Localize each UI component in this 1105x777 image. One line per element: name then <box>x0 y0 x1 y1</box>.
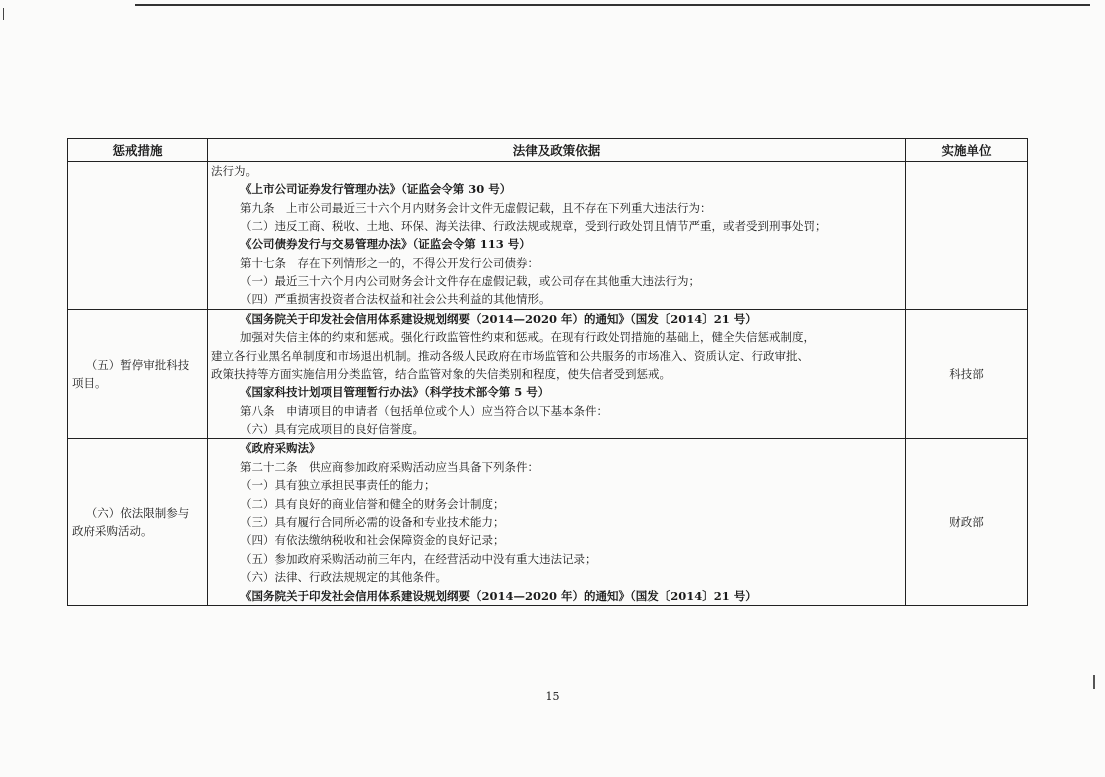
basis-cell <box>208 309 906 439</box>
measure-cell <box>68 162 208 310</box>
page-number: 15 <box>545 690 560 703</box>
basis-line: 《国务院关于印发社会信用体系建设规划纲要（2014—2020 年）的通知》（国发〔2014〕21 号） <box>240 588 757 603</box>
basis-line: （二）具有良好的商业信誉和健全的财务会计制度； <box>240 496 505 511</box>
basis-line: 《政府采购法》 <box>240 441 321 456</box>
basis-line: 加强对失信主体的约束和惩戒。强化行政监管性约束和惩戒。在现有行政处罚措施的基础上，健全失信惩戒制度， <box>240 330 815 345</box>
basis-line: 《国家科技计划项目管理暂行办法》（科学技术部令第 5 号） <box>240 385 550 400</box>
basis-line: （一）最近三十六个月内公司财务会计文件存在虚假记载，或公司存在其他重大违法行为； <box>240 273 700 288</box>
basis-line: 第十七条 存在下列情形之一的，不得公开发行公司债券： <box>240 255 539 270</box>
basis-line: （五）参加政府采购活动前三年内，在经营活动中没有重大违法记录； <box>240 551 597 566</box>
measure-line: （五）暂停审批科技 <box>85 358 190 373</box>
basis-line: （四）严重损害投资者合法权益和社会公共利益的其他情形。 <box>240 292 551 307</box>
header-measure: 惩戒措施 <box>68 139 208 162</box>
basis-line: （六）具有完成项目的良好信誉度。 <box>240 422 424 437</box>
measure-cell <box>68 439 208 606</box>
unit-cell: 财政部 <box>906 439 1028 606</box>
scan-corner-mark <box>3 8 4 20</box>
unit-cell <box>906 162 1028 310</box>
table-row <box>68 309 1028 439</box>
basis-line: 《公司债券发行与交易管理办法》（证监会令第 113 号） <box>240 237 531 252</box>
basis-line: 第九条 上市公司最近三十六个月内财务会计文件无虚假记载，且不存在下列重大违法行为： <box>240 200 712 215</box>
basis-line: 《上市公司证券发行管理办法》（证监会令第 30 号） <box>240 182 512 197</box>
scan-edge-mark <box>1093 675 1095 689</box>
header-basis: 法律及政策依据 <box>208 139 906 162</box>
basis-line: 第八条 申请项目的申请者（包括单位或个人）应当符合以下基本条件： <box>240 403 608 418</box>
table-row <box>68 439 1028 606</box>
measure-line: 政府采购活动。 <box>72 524 153 539</box>
basis-line: （六）法律、行政法规规定的其他条件。 <box>240 570 447 585</box>
basis-line: （四）有依法缴纳税收和社会保障资金的良好记录； <box>240 533 505 548</box>
basis-line: 《国务院关于印发社会信用体系建设规划纲要（2014—2020 年）的通知》（国发〔2014〕21 号） <box>240 311 757 326</box>
basis-line: （一）具有独立承担民事责任的能力； <box>240 478 436 493</box>
basis-line: 建立各行业黑名单制度和市场退出机制。推动各级人民政府在市场监管和公共服务的市场准入、资质认定、行政审批、 <box>211 348 809 363</box>
table-row <box>68 162 1028 310</box>
measure-line: 项目。 <box>72 376 107 391</box>
header-row <box>68 139 1028 162</box>
basis-line: 第二十二条 供应商参加政府采购活动应当具备下列条件： <box>240 459 539 474</box>
basis-cell <box>208 162 906 310</box>
basis-line: 法行为。 <box>211 164 257 178</box>
top-rule <box>135 4 1090 6</box>
basis-line: （二）违反工商、税收、土地、环保、海关法律、行政法规或规章，受到行政处罚且情节严重，或者受到刑事处罚； <box>240 219 827 234</box>
basis-line: 政策扶持等方面实施信用分类监管，结合监管对象的失信类别和程度，使失信者受到惩戒。 <box>211 366 671 381</box>
basis-line: （三）具有履行合同所必需的设备和专业技术能力； <box>240 515 505 530</box>
unit-cell: 科技部 <box>906 309 1028 439</box>
punishment-measures-table <box>67 138 1028 606</box>
measure-cell <box>68 309 208 439</box>
measure-line: （六）依法限制参与 <box>85 506 190 521</box>
basis-cell <box>208 439 906 606</box>
header-unit: 实施单位 <box>906 139 1028 162</box>
